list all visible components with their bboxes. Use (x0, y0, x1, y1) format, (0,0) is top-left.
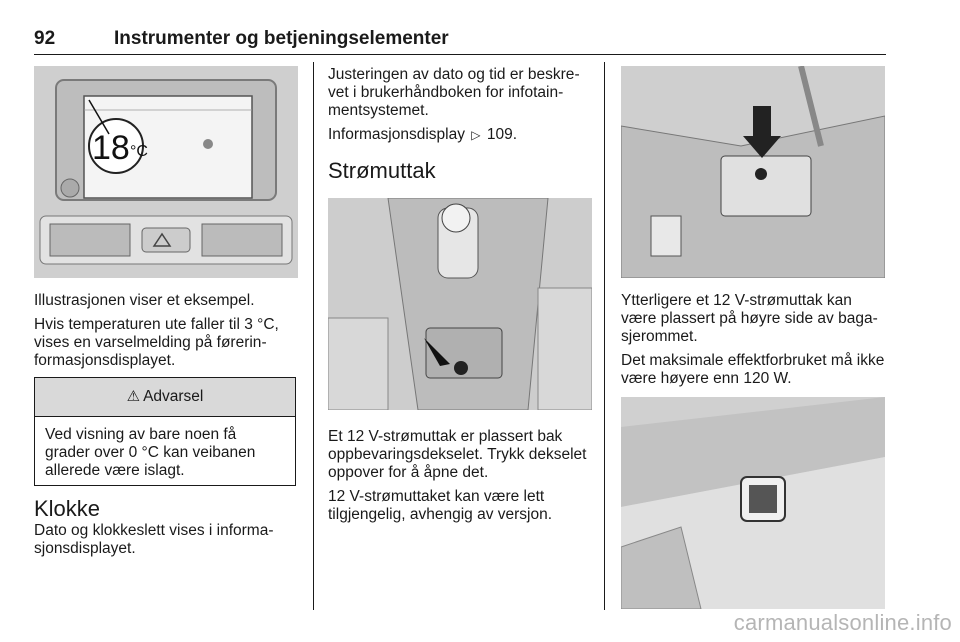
column-1-text (34, 292, 298, 376)
outlet-paragraph-1: Et 12 V-strømuttak er plassert bak oppbevaringsdekselet. Trykk dekselet oppover for å åpne det. (328, 428, 587, 481)
warning-text: Ved visning av bare noen få grader over 0 °C kan veibanen allerede være islagt. (45, 426, 256, 479)
display-temperature: 18 (92, 129, 130, 167)
display-unit: °C (130, 143, 148, 160)
column-3-text (621, 292, 885, 394)
watermark: carmanualsonline.info (733, 610, 952, 635)
reference-page: 109. (486, 126, 518, 143)
page-header (34, 28, 886, 55)
figure-dashboard-display (34, 66, 298, 278)
clock-section (34, 496, 298, 564)
column-2-text-bottom (328, 428, 592, 530)
cross-reference (328, 126, 592, 144)
chapter-title: Instrumenter og betjeningselementer (114, 28, 449, 49)
outlet-paragraph-2: 12 V-strømuttaket kan være lett tilgjengelig, avhengig av versjon. (328, 488, 553, 523)
figure-cargo-area-outlet (621, 397, 885, 609)
warning-triangle-icon: ⚠ (126, 388, 141, 405)
warning-title: Advarsel (143, 388, 204, 405)
section-title-clock: Klokke (34, 496, 101, 521)
figure-cargo-outlet-closeup (621, 66, 885, 278)
column-2-text-top (328, 66, 592, 184)
clock-text: Dato og klokkeslett vises i informasjonsdisplayet. (34, 522, 274, 557)
figure-center-console-outlet (328, 198, 592, 410)
section-title-power-outlet: Strømuttak (328, 158, 436, 183)
warning-header (35, 378, 295, 417)
temperature-warning-paragraph: Hvis temperaturen ute faller til 3 °C, vises en varselmelding på førerinformasjonsdisplayet. (34, 316, 279, 369)
reference-label: Informasjonsdisplay (328, 126, 465, 143)
column-divider-right (604, 62, 605, 610)
figure-caption: Illustrasjonen viser et eksempel. (34, 292, 255, 309)
reference-arrow-icon: ▷ (471, 128, 481, 142)
intro-paragraph: Justeringen av dato og tid er beskrevet i brukerhåndboken for infotainmentsystemet. (328, 66, 580, 119)
warning-box (34, 377, 296, 486)
column-divider-left (313, 62, 314, 610)
cargo-outlet-paragraph: Ytterligere et 12 V-strømuttak kan være plassert på høyre side av bagasjerommet. (621, 292, 878, 345)
max-power-paragraph: Det maksimale effektforbruket må ikke være høyere enn 120 W. (621, 352, 885, 387)
page-number: 92 (34, 28, 56, 49)
